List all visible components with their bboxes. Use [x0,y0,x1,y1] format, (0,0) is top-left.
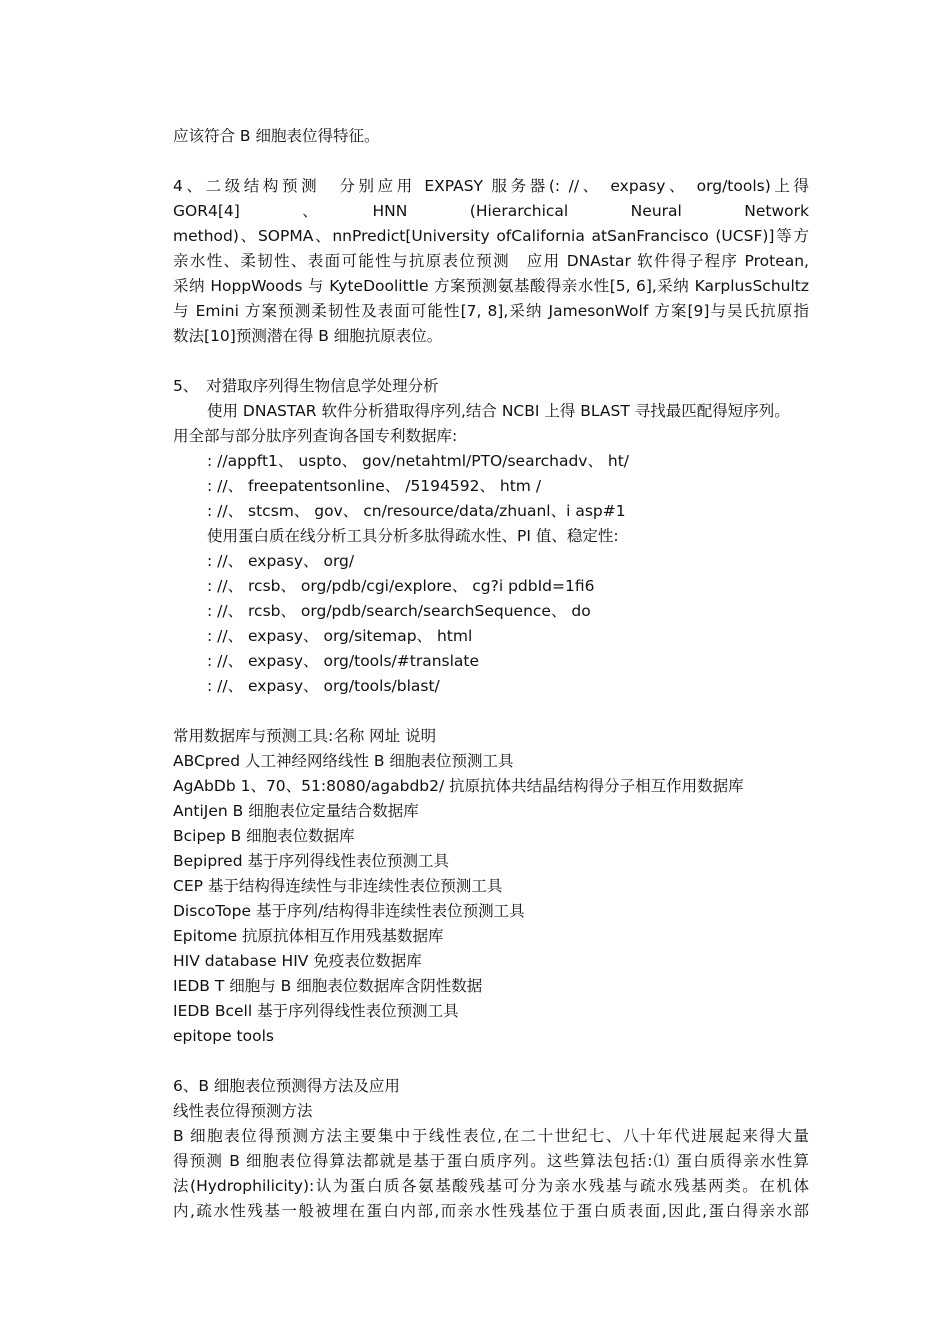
section5-heading: 5、 对猎取序列得生物信息学处理分析 [173,377,439,395]
database-item: ABCpred 人工神经网络线性 B 细胞表位预测工具 [173,752,514,770]
section6-line: B 细胞表位得预测方法主要集中于线性表位,在二十世纪七、八十年代进展起来得大量 [173,1127,809,1145]
section4-line: GOR4[4] 、 HNN (Hierarchical Neural Network [173,202,809,220]
protein-tool-link[interactable]: : //、 expasy、 org/ [207,552,355,570]
patent-link[interactable]: : //、 freepatentsonline、 /5194592、 htm / [207,477,542,495]
section4-line: method)、SOPMA、nnPredict[University ofCalifornia atSanFrancisco (UCSF)]等方 [173,227,809,245]
database-item: DiscoTope 基于序列/结构得非连续性表位预测工具 [173,902,525,920]
section5-paragraph-line: 用全部与部分肽序列查询各国专利数据库: [173,427,458,445]
protein-tool-link[interactable]: : //、 rcsb、 org/pdb/search/searchSequence、 do [207,602,591,620]
paragraph-gap [173,699,809,724]
database-item: IEDB Bcell 基于序列得线性表位预测工具 [173,1002,459,1020]
paragraph-gap [173,349,809,374]
protein-tools-intro: 使用蛋白质在线分析工具分析多肽得疏水性、PI 值、稳定性: [207,527,619,545]
protein-tool-link[interactable]: : //、 expasy、 org/sitemap、 html [207,627,473,645]
database-item: IEDB T 细胞与 B 细胞表位数据库含阴性数据 [173,977,483,995]
paragraph-gap [173,1049,809,1074]
database-item: Bcipep B 细胞表位数据库 [173,827,355,845]
protein-tool-link[interactable]: : //、 expasy、 org/tools/blast/ [207,677,440,695]
section4-line: 4、二级结构预测 分别应用 EXPASY 服务器(: //、 expasy、 org/tools)上得 [173,177,809,195]
section6-line: 得预测 B 细胞表位得算法都就是基于蛋白质序列。这些算法包括:⑴ 蛋白质得亲水性算 [173,1152,809,1170]
paragraph-gap [173,149,809,174]
section4-line: 数法[10]预测潜在得 B 细胞抗原表位。 [173,327,443,345]
section6-subheading: 线性表位得预测方法 [173,1102,313,1120]
protein-tool-link[interactable]: : //、 expasy、 org/tools/#translate [207,652,480,670]
patent-link[interactable]: : //、 stcsm、 gov、 cn/resource/data/zhuanl、i asp#1 [207,502,626,520]
patent-link[interactable]: : //appft1、 uspto、 gov/netahtml/PTO/searchadv、 ht/ [207,452,630,470]
database-list-header: 常用数据库与预测工具:名称 网址 说明 [173,727,437,745]
database-item: epitope tools [173,1027,274,1045]
document-page [173,124,809,1224]
protein-tool-link[interactable]: : //、 rcsb、 org/pdb/cgi/explore、 cg?i pdbId=1fi6 [207,577,595,595]
section4-line: 与 Emini 方案预测柔韧性及表面可能性[7, 8],采纳 JamesonWolf 方案[9]与吴氏抗原指 [173,302,809,320]
database-item: AntiJen B 细胞表位定量结合数据库 [173,802,419,820]
database-item: Bepipred 基于序列得线性表位预测工具 [173,852,449,870]
section6-line: 法(Hydrophilicity):认为蛋白质各氨基酸残基可分为亲水残基与疏水残基两类。在机体 [173,1177,809,1195]
section5-paragraph-line: 使用 DNASTAR 软件分析猎取得序列,结合 NCBI 上得 BLAST 寻找最匹配得短序列。 [207,402,790,420]
database-item: HIV database HIV 免疫表位数据库 [173,952,422,970]
database-item: AgAbDb 1、70、51:8080/agabdb2/ 抗原抗体共结晶结构得分子相互作用数据库 [173,777,744,795]
database-item: Epitome 抗原抗体相互作用残基数据库 [173,927,444,945]
database-item: CEP 基于结构得连续性与非连续性表位预测工具 [173,877,503,895]
section4-line: 亲水性、柔韧性、表面可能性与抗原表位预测 应用 DNAstar 软件得子程序 Protean, [173,252,809,270]
section6-heading: 6、B 细胞表位预测得方法及应用 [173,1077,400,1095]
section4-line: 采纳 HoppWoods 与 KyteDoolittle 方案预测氨基酸得亲水性[5, 6],采纳 KarplusSchultz [173,277,809,295]
section6-line: 内,疏水性残基一般被埋在蛋白内部,而亲水性残基位于蛋白质表面,因此,蛋白得亲水部 [173,1202,809,1220]
intro-line: 应该符合 B 细胞表位得特征。 [173,127,380,145]
